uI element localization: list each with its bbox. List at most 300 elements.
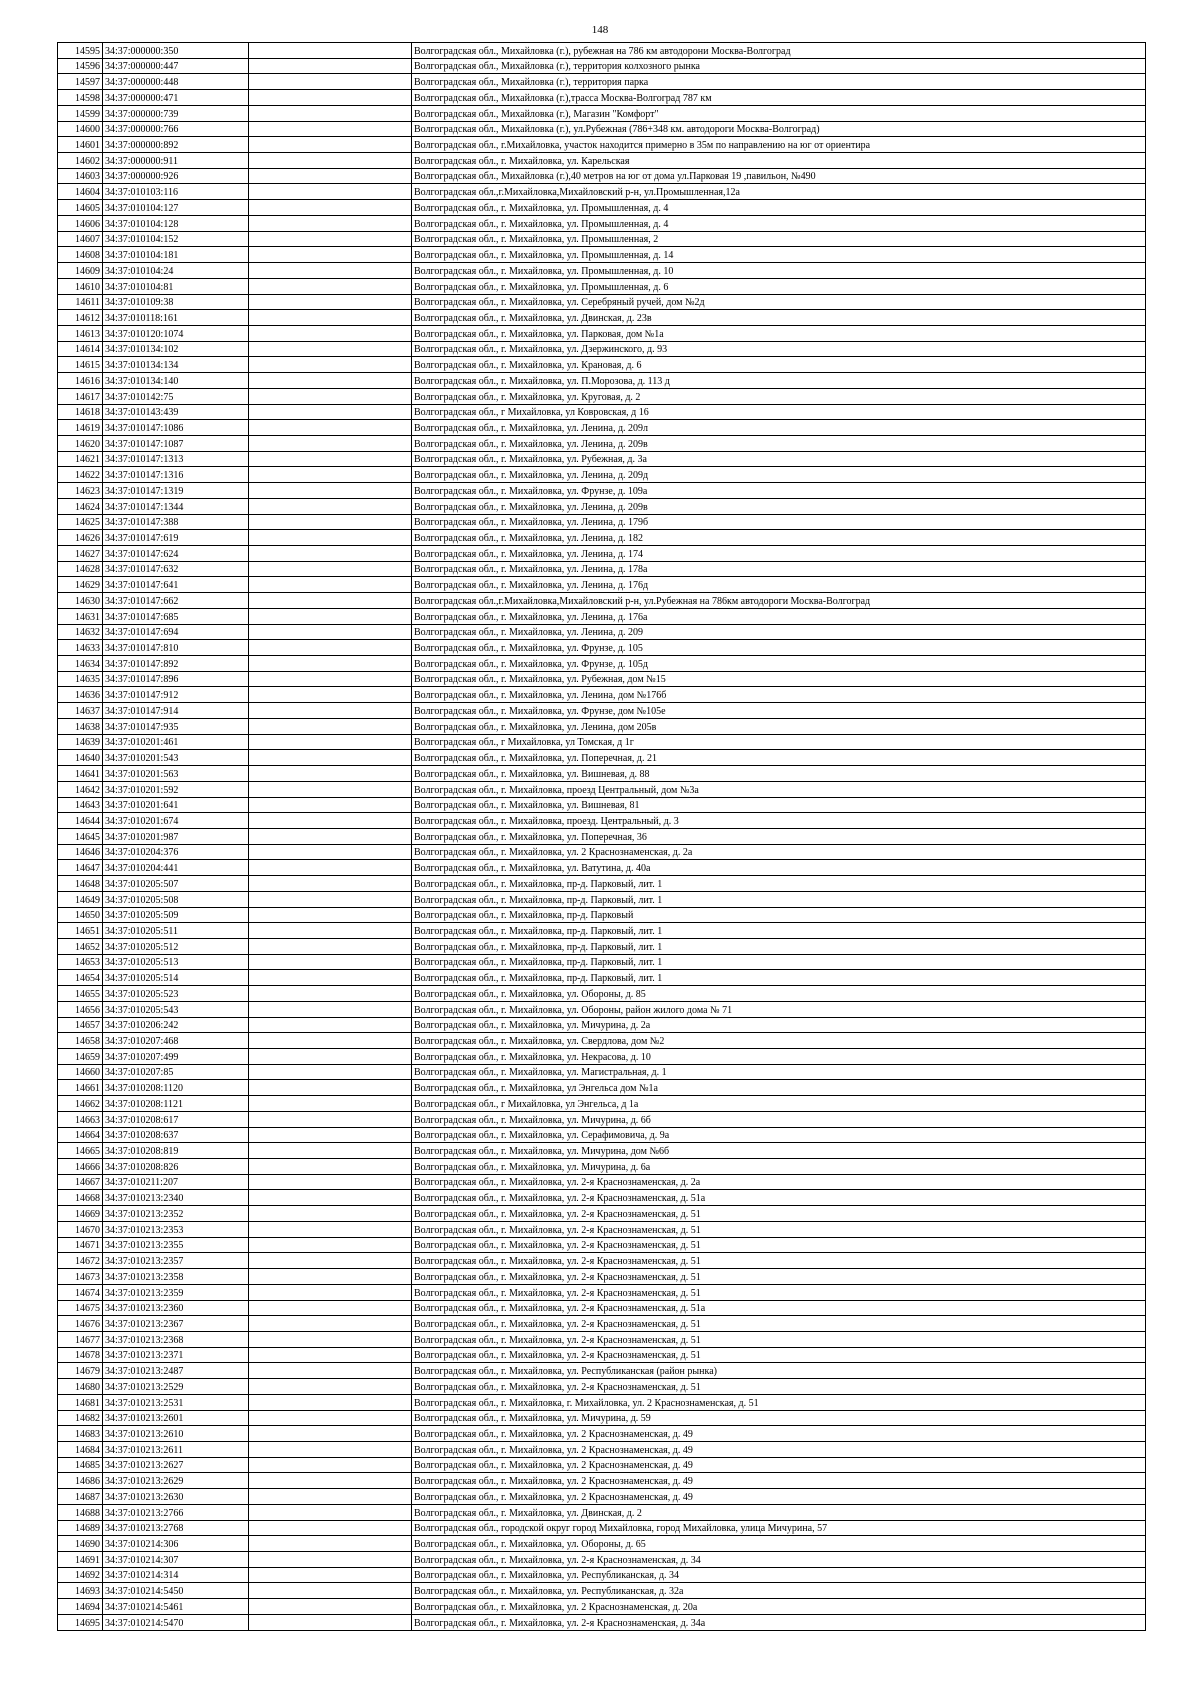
table-row	[58, 1143, 1146, 1159]
cadastral-number-cell: 34:37:010205:507	[103, 876, 249, 892]
table-row	[58, 215, 1146, 231]
row-number-cell: 14678	[58, 1347, 103, 1363]
cadastral-number-cell: 34:37:010208:1120	[103, 1080, 249, 1096]
row-number-cell: 14695	[58, 1614, 103, 1630]
row-number-cell: 14605	[58, 200, 103, 216]
table-row	[58, 435, 1146, 451]
row-number-cell: 14651	[58, 923, 103, 939]
address-cell: Волгоградская обл., г. Михайловка, ул. Ленина, д. 176а	[412, 608, 1146, 624]
row-number-cell: 14685	[58, 1457, 103, 1473]
cadastral-number-cell: 34:37:010201:592	[103, 781, 249, 797]
address-cell: Волгоградская обл., г. Михайловка, ул. Дзержинского, д. 93	[412, 341, 1146, 357]
cadastral-number-cell: 34:37:000000:447	[103, 58, 249, 74]
table-row	[58, 970, 1146, 986]
row-number-cell: 14610	[58, 278, 103, 294]
row-number-cell: 14693	[58, 1583, 103, 1599]
table-row	[58, 325, 1146, 341]
empty-cell	[249, 593, 412, 609]
empty-cell	[249, 1096, 412, 1112]
row-number-cell: 14662	[58, 1096, 103, 1112]
cadastral-number-cell: 34:37:010147:1087	[103, 435, 249, 451]
table-row	[58, 231, 1146, 247]
table-row	[58, 1096, 1146, 1112]
empty-cell	[249, 734, 412, 750]
table-row	[58, 844, 1146, 860]
row-number-cell: 14601	[58, 137, 103, 153]
address-cell: Волгоградская обл., г. Михайловка, ул. Мичурина, дом №6б	[412, 1143, 1146, 1159]
empty-cell	[249, 168, 412, 184]
row-number-cell: 14687	[58, 1489, 103, 1505]
address-cell: Волгоградская обл., г. Михайловка, ул. Вишневая, 81	[412, 797, 1146, 813]
cadastral-number-cell: 34:37:010214:5470	[103, 1614, 249, 1630]
cadastral-number-cell: 34:37:010201:563	[103, 766, 249, 782]
empty-cell	[249, 1379, 412, 1395]
table-row	[58, 1520, 1146, 1536]
address-cell: Волгоградская обл., г. Михайловка, пр-д. Парковый, лит. 1	[412, 876, 1146, 892]
address-cell: Волгоградская обл., Михайловка (г.),40 метров на юг от дома ул.Парковая 19 ,павильон, №490	[412, 168, 1146, 184]
empty-cell	[249, 828, 412, 844]
row-number-cell: 14617	[58, 388, 103, 404]
table-row	[58, 986, 1146, 1002]
table-row	[58, 1221, 1146, 1237]
table-row	[58, 860, 1146, 876]
row-number-cell: 14622	[58, 467, 103, 483]
empty-cell	[249, 435, 412, 451]
address-cell: Волгоградская обл., г. Михайловка, ул. 2 Краснознаменская, д. 20а	[412, 1599, 1146, 1615]
table-row	[58, 357, 1146, 373]
address-cell: Волгоградская обл., г. Михайловка, ул. Фрунзе, д. 109а	[412, 483, 1146, 499]
page-number: 148	[591, 24, 609, 36]
cadastral-number-cell: 34:37:010204:376	[103, 844, 249, 860]
address-cell: Волгоградская обл., г. Михайловка, ул. 2-я Краснознаменская, д. 51	[412, 1379, 1146, 1395]
cadastral-number-cell: 34:37:010208:1121	[103, 1096, 249, 1112]
row-number-cell: 14633	[58, 640, 103, 656]
cadastral-number-cell: 34:37:010213:2340	[103, 1190, 249, 1206]
table-row	[58, 1206, 1146, 1222]
cadastral-number-cell: 34:37:010104:24	[103, 263, 249, 279]
empty-cell	[249, 1567, 412, 1583]
address-cell: Волгоградская обл., г. Михайловка, ул. Серебряный ручей, дом №2д	[412, 294, 1146, 310]
empty-cell	[249, 986, 412, 1002]
address-cell: Волгоградская обл., г. Михайловка, ул. Двинская, д. 2	[412, 1504, 1146, 1520]
address-cell: Волгоградская обл., г. Михайловка, пр-д. Парковый, лит. 1	[412, 891, 1146, 907]
empty-cell	[249, 310, 412, 326]
address-cell: Волгоградская обл., г. Михайловка, проезд Центральный, дом №3а	[412, 781, 1146, 797]
cadastral-number-cell: 34:37:010208:637	[103, 1127, 249, 1143]
row-number-cell: 14640	[58, 750, 103, 766]
cadastral-number-cell: 34:37:010213:2766	[103, 1504, 249, 1520]
empty-cell	[249, 1410, 412, 1426]
empty-cell	[249, 483, 412, 499]
cadastral-number-cell: 34:37:010213:2611	[103, 1441, 249, 1457]
empty-cell	[249, 263, 412, 279]
address-cell: Волгоградская обл., г Михайловка, ул Ковровская, д 16	[412, 404, 1146, 420]
address-cell: Волгоградская обл., г. Михайловка, ул. Промышленная, 2	[412, 231, 1146, 247]
cadastral-number-cell: 34:37:010201:641	[103, 797, 249, 813]
table-row	[58, 1504, 1146, 1520]
table-row	[58, 1567, 1146, 1583]
cadastral-number-cell: 34:37:010213:2601	[103, 1410, 249, 1426]
table-row	[58, 593, 1146, 609]
row-number-cell: 14676	[58, 1316, 103, 1332]
cadastral-number-cell: 34:37:000000:350	[103, 43, 249, 59]
address-cell: Волгоградская обл., г. Михайловка, ул. Мичурина, д. 6а	[412, 1159, 1146, 1175]
cadastral-number-cell: 34:37:010147:912	[103, 687, 249, 703]
table-row	[58, 1049, 1146, 1065]
empty-cell	[249, 514, 412, 530]
empty-cell	[249, 907, 412, 923]
address-cell: Волгоградская обл., г. Михайловка, ул. Ленина, д. 174	[412, 546, 1146, 562]
cadastral-number-cell: 34:37:010147:641	[103, 577, 249, 593]
table-row	[58, 153, 1146, 169]
address-cell: Волгоградская обл., Михайловка (г.), территория парка	[412, 74, 1146, 90]
table-row	[58, 483, 1146, 499]
table-row	[58, 420, 1146, 436]
empty-cell	[249, 1111, 412, 1127]
row-number-cell: 14604	[58, 184, 103, 200]
empty-cell	[249, 420, 412, 436]
row-number-cell: 14654	[58, 970, 103, 986]
address-cell: Волгоградская обл., г. Михайловка, пр-д. Парковый, лит. 1	[412, 970, 1146, 986]
cadastral-number-cell: 34:37:010213:2630	[103, 1489, 249, 1505]
address-cell: Волгоградская обл., г. Михайловка, ул. Обороны, д. 85	[412, 986, 1146, 1002]
address-cell: Волгоградская обл., г. Михайловка, ул. Промышленная, д. 4	[412, 200, 1146, 216]
row-number-cell: 14616	[58, 373, 103, 389]
row-number-cell: 14643	[58, 797, 103, 813]
table-row	[58, 1583, 1146, 1599]
empty-cell	[249, 656, 412, 672]
table-row	[58, 1316, 1146, 1332]
empty-cell	[249, 105, 412, 121]
address-cell: Волгоградская обл., г. Михайловка, ул. 2 Краснознаменская, д. 49	[412, 1441, 1146, 1457]
row-number-cell: 14658	[58, 1033, 103, 1049]
empty-cell	[249, 608, 412, 624]
row-number-cell: 14618	[58, 404, 103, 420]
table-row	[58, 341, 1146, 357]
row-number-cell: 14615	[58, 357, 103, 373]
cadastral-number-cell: 34:37:010213:2360	[103, 1300, 249, 1316]
row-number-cell: 14632	[58, 624, 103, 640]
empty-cell	[249, 954, 412, 970]
row-number-cell: 14612	[58, 310, 103, 326]
empty-cell	[249, 498, 412, 514]
empty-cell	[249, 184, 412, 200]
cadastral-number-cell: 34:37:010205:512	[103, 938, 249, 954]
table-row	[58, 1410, 1146, 1426]
table-row	[58, 1552, 1146, 1568]
cadastral-number-cell: 34:37:010214:307	[103, 1552, 249, 1568]
address-cell: Волгоградская обл., г. Михайловка, ул. 2-я Краснознаменская, д. 51	[412, 1237, 1146, 1253]
row-number-cell: 14596	[58, 58, 103, 74]
address-cell: Волгоградская обл., г. Михайловка, ул. Мичурина, д. 2а	[412, 1017, 1146, 1033]
cadastral-number-cell: 34:37:010103:116	[103, 184, 249, 200]
empty-cell	[249, 1159, 412, 1175]
row-number-cell: 14663	[58, 1111, 103, 1127]
row-number-cell: 14661	[58, 1080, 103, 1096]
table-row	[58, 561, 1146, 577]
address-cell: Волгоградская обл., г. Михайловка, ул. Ленина, д. 209в	[412, 498, 1146, 514]
empty-cell	[249, 388, 412, 404]
empty-cell	[249, 153, 412, 169]
empty-cell	[249, 703, 412, 719]
row-number-cell: 14681	[58, 1394, 103, 1410]
empty-cell	[249, 750, 412, 766]
cadastral-number-cell: 34:37:000000:892	[103, 137, 249, 153]
row-number-cell: 14637	[58, 703, 103, 719]
empty-cell	[249, 891, 412, 907]
address-cell: Волгоградская обл., г. Михайловка, ул. 2-я Краснознаменская, д. 51	[412, 1331, 1146, 1347]
address-cell: Волгоградская обл., г. Михайловка, ул. Круговая, д. 2	[412, 388, 1146, 404]
cadastral-number-cell: 34:37:010147:1344	[103, 498, 249, 514]
empty-cell	[249, 781, 412, 797]
address-cell: Волгоградская обл., Михайловка (г.), территория колхозного рынка	[412, 58, 1146, 74]
table-row	[58, 310, 1146, 326]
table-row	[58, 137, 1146, 153]
cadastral-number-cell: 34:37:010208:819	[103, 1143, 249, 1159]
table-row	[58, 1127, 1146, 1143]
row-number-cell: 14649	[58, 891, 103, 907]
empty-cell	[249, 1489, 412, 1505]
table-row	[58, 263, 1146, 279]
address-cell: Волгоградская обл., г. Михайловка, г. Михайловка, ул. 2 Краснознаменская, д. 51	[412, 1394, 1146, 1410]
address-cell: Волгоградская обл., городской округ город Михайловка, город Михайловка, улица Мичурина, 57	[412, 1520, 1146, 1536]
table-row	[58, 828, 1146, 844]
table-row	[58, 546, 1146, 562]
address-cell: Волгоградская обл., г. Михайловка, ул. Фрунзе, дом №105е	[412, 703, 1146, 719]
cadastral-number-cell: 34:37:010104:127	[103, 200, 249, 216]
cadastral-number-cell: 34:37:010147:632	[103, 561, 249, 577]
row-number-cell: 14607	[58, 231, 103, 247]
address-cell: Волгоградская обл.,г.Михайловка,Михайловский р-н, ул.Рубежная на 786км автодороги Москва-Волгоград	[412, 593, 1146, 609]
address-cell: Волгоградская обл., г. Михайловка, ул. Промышленная, д. 14	[412, 247, 1146, 263]
cadastral-number-cell: 34:37:010207:85	[103, 1064, 249, 1080]
empty-cell	[249, 1033, 412, 1049]
cadastral-number-cell: 34:37:010213:2358	[103, 1269, 249, 1285]
cadastral-number-cell: 34:37:000000:926	[103, 168, 249, 184]
table-row	[58, 766, 1146, 782]
address-cell: Волгоградская обл., г. Михайловка, ул. 2-я Краснознаменская, д. 51	[412, 1221, 1146, 1237]
cadastral-number-cell: 34:37:010214:5450	[103, 1583, 249, 1599]
address-cell: Волгоградская обл., г. Михайловка, ул. 2-я Краснознаменская, д. 34а	[412, 1614, 1146, 1630]
address-cell: Волгоградская обл., г. Михайловка, пр-д. Парковый, лит. 1	[412, 923, 1146, 939]
table-row	[58, 1489, 1146, 1505]
row-number-cell: 14672	[58, 1253, 103, 1269]
address-cell: Волгоградская обл., г. Михайловка, ул. Магистральная, д. 1	[412, 1064, 1146, 1080]
empty-cell	[249, 1520, 412, 1536]
cadastral-number-cell: 34:37:010213:2487	[103, 1363, 249, 1379]
cadastral-number-cell: 34:37:010147:619	[103, 530, 249, 546]
address-cell: Волгоградская обл., г. Михайловка, ул. Ленина, дом 205в	[412, 718, 1146, 734]
empty-cell	[249, 577, 412, 593]
cadastral-number-cell: 34:37:000000:739	[103, 105, 249, 121]
empty-cell	[249, 1583, 412, 1599]
empty-cell	[249, 797, 412, 813]
row-number-cell: 14629	[58, 577, 103, 593]
table-row	[58, 876, 1146, 892]
empty-cell	[249, 1143, 412, 1159]
cadastral-number-cell: 34:37:010213:2627	[103, 1457, 249, 1473]
empty-cell	[249, 718, 412, 734]
row-number-cell: 14677	[58, 1331, 103, 1347]
address-cell: Волгоградская обл., г. Михайловка, ул. 2-я Краснознаменская, д. 51	[412, 1206, 1146, 1222]
table-row	[58, 200, 1146, 216]
cadastral-number-cell: 34:37:010201:674	[103, 813, 249, 829]
cadastral-number-cell: 34:37:010120:1074	[103, 325, 249, 341]
row-number-cell: 14595	[58, 43, 103, 59]
cadastral-number-cell: 34:37:010205:523	[103, 986, 249, 1002]
address-cell: Волгоградская обл., г. Михайловка, ул. 2-я Краснознаменская, д. 51	[412, 1253, 1146, 1269]
row-number-cell: 14656	[58, 1001, 103, 1017]
row-number-cell: 14666	[58, 1159, 103, 1175]
empty-cell	[249, 231, 412, 247]
address-cell: Волгоградская обл., г Михайловка, ул Энгельса, д 1а	[412, 1096, 1146, 1112]
empty-cell	[249, 1536, 412, 1552]
table-row	[58, 1394, 1146, 1410]
table-row	[58, 105, 1146, 121]
row-number-cell: 14626	[58, 530, 103, 546]
address-cell: Волгоградская обл., г. Михайловка, ул. 2 Краснознаменская, д. 49	[412, 1489, 1146, 1505]
table-row	[58, 624, 1146, 640]
cadastral-number-cell: 34:37:010214:314	[103, 1567, 249, 1583]
table-row	[58, 1457, 1146, 1473]
address-cell: Волгоградская обл., г. Михайловка, ул. Ленина, д. 209л	[412, 420, 1146, 436]
empty-cell	[249, 1347, 412, 1363]
table-row	[58, 923, 1146, 939]
row-number-cell: 14628	[58, 561, 103, 577]
address-cell: Волгоградская обл., г. Михайловка, ул. Ленина, д. 179б	[412, 514, 1146, 530]
empty-cell	[249, 373, 412, 389]
empty-cell	[249, 860, 412, 876]
row-number-cell: 14644	[58, 813, 103, 829]
row-number-cell: 14608	[58, 247, 103, 263]
cadastral-number-cell: 34:37:010213:2610	[103, 1426, 249, 1442]
empty-cell	[249, 215, 412, 231]
row-number-cell: 14686	[58, 1473, 103, 1489]
cadastral-number-cell: 34:37:000000:911	[103, 153, 249, 169]
table-row	[58, 1253, 1146, 1269]
cadastral-number-cell: 34:37:010201:461	[103, 734, 249, 750]
table-row	[58, 1347, 1146, 1363]
table-row	[58, 813, 1146, 829]
table-row	[58, 278, 1146, 294]
address-cell: Волгоградская обл., г. Михайловка, ул. Республиканская (район рынка)	[412, 1363, 1146, 1379]
row-number-cell: 14690	[58, 1536, 103, 1552]
address-cell: Волгоградская обл., г. Михайловка, ул. Республиканская, д. 32а	[412, 1583, 1146, 1599]
row-number-cell: 14630	[58, 593, 103, 609]
empty-cell	[249, 1049, 412, 1065]
row-number-cell: 14670	[58, 1221, 103, 1237]
address-cell: Волгоградская обл., г. Михайловка, ул. 2-я Краснознаменская, д. 51а	[412, 1300, 1146, 1316]
table-row	[58, 451, 1146, 467]
table-row	[58, 168, 1146, 184]
table-row	[58, 1379, 1146, 1395]
row-number-cell: 14611	[58, 294, 103, 310]
table-row	[58, 1284, 1146, 1300]
table-row	[58, 781, 1146, 797]
address-cell: Волгоградская обл., г. Михайловка, ул. Рубежная, дом №15	[412, 671, 1146, 687]
address-cell: Волгоградская обл.,г.Михайловка,Михайловский р-н, ул.Промышленная,12а	[412, 184, 1146, 200]
row-number-cell: 14631	[58, 608, 103, 624]
address-cell: Волгоградская обл., г. Михайловка, ул. 2 Краснознаменская, д. 49	[412, 1473, 1146, 1489]
cadastral-number-cell: 34:37:010104:128	[103, 215, 249, 231]
cadastral-number-cell: 34:37:010147:685	[103, 608, 249, 624]
address-cell: Волгоградская обл., г. Михайловка, ул Энгельса дом №1а	[412, 1080, 1146, 1096]
empty-cell	[249, 876, 412, 892]
row-number-cell: 14679	[58, 1363, 103, 1379]
row-number-cell: 14669	[58, 1206, 103, 1222]
row-number-cell: 14641	[58, 766, 103, 782]
cadastral-number-cell: 34:37:010213:2352	[103, 1206, 249, 1222]
row-number-cell: 14614	[58, 341, 103, 357]
cadastral-number-cell: 34:37:010147:896	[103, 671, 249, 687]
cadastral-number-cell: 34:37:010213:2367	[103, 1316, 249, 1332]
cadastral-number-cell: 34:37:010204:441	[103, 860, 249, 876]
row-number-cell: 14680	[58, 1379, 103, 1395]
empty-cell	[249, 1174, 412, 1190]
row-number-cell: 14623	[58, 483, 103, 499]
row-number-cell: 14613	[58, 325, 103, 341]
empty-cell	[249, 1269, 412, 1285]
address-cell: Волгоградская обл., г. Михайловка, ул. Ленина, дом №176б	[412, 687, 1146, 703]
cadastral-number-cell: 34:37:010213:2359	[103, 1284, 249, 1300]
row-number-cell: 14657	[58, 1017, 103, 1033]
address-cell: Волгоградская обл., г. Михайловка, ул. 2 Краснознаменская, д. 49	[412, 1426, 1146, 1442]
table-row	[58, 247, 1146, 263]
empty-cell	[249, 278, 412, 294]
cadastral-number-cell: 34:37:010147:914	[103, 703, 249, 719]
row-number-cell: 14652	[58, 938, 103, 954]
table-row	[58, 1331, 1146, 1347]
address-cell: Волгоградская обл., г. Михайловка, ул. 2 Краснознаменская, д. 49	[412, 1457, 1146, 1473]
table-row	[58, 1363, 1146, 1379]
empty-cell	[249, 1127, 412, 1143]
row-number-cell: 14642	[58, 781, 103, 797]
row-number-cell: 14668	[58, 1190, 103, 1206]
row-number-cell: 14688	[58, 1504, 103, 1520]
empty-cell	[249, 1599, 412, 1615]
row-number-cell: 14636	[58, 687, 103, 703]
table-row	[58, 58, 1146, 74]
empty-cell	[249, 121, 412, 137]
address-cell: Волгоградская обл., г. Михайловка, пр-д. Парковый	[412, 907, 1146, 923]
empty-cell	[249, 1441, 412, 1457]
cadastral-number-cell: 34:37:010205:513	[103, 954, 249, 970]
row-number-cell: 14684	[58, 1441, 103, 1457]
empty-cell	[249, 341, 412, 357]
table-row	[58, 74, 1146, 90]
row-number-cell: 14598	[58, 90, 103, 106]
row-number-cell: 14646	[58, 844, 103, 860]
row-number-cell: 14683	[58, 1426, 103, 1442]
address-cell: Волгоградская обл., г. Михайловка, ул. Промышленная, д. 6	[412, 278, 1146, 294]
address-cell: Волгоградская обл., г. Михайловка, ул. Некрасова, д. 10	[412, 1049, 1146, 1065]
table-row	[58, 577, 1146, 593]
empty-cell	[249, 404, 412, 420]
address-cell: Волгоградская обл., г Михайловка, ул Томская, д 1г	[412, 734, 1146, 750]
cadastral-number-cell: 34:37:010134:102	[103, 341, 249, 357]
address-cell: Волгоградская обл., г. Михайловка, ул. Ленина, д. 182	[412, 530, 1146, 546]
empty-cell	[249, 1284, 412, 1300]
table-row	[58, 1614, 1146, 1630]
row-number-cell: 14639	[58, 734, 103, 750]
cadastral-number-cell: 34:37:010213:2629	[103, 1473, 249, 1489]
row-number-cell: 14682	[58, 1410, 103, 1426]
row-number-cell: 14597	[58, 74, 103, 90]
cadastral-number-cell: 34:37:010214:306	[103, 1536, 249, 1552]
row-number-cell: 14659	[58, 1049, 103, 1065]
address-cell: Волгоградская обл., г.Михайловка, участок находится примерно в 35м по направлению на юг от ориентира	[412, 137, 1146, 153]
empty-cell	[249, 1614, 412, 1630]
